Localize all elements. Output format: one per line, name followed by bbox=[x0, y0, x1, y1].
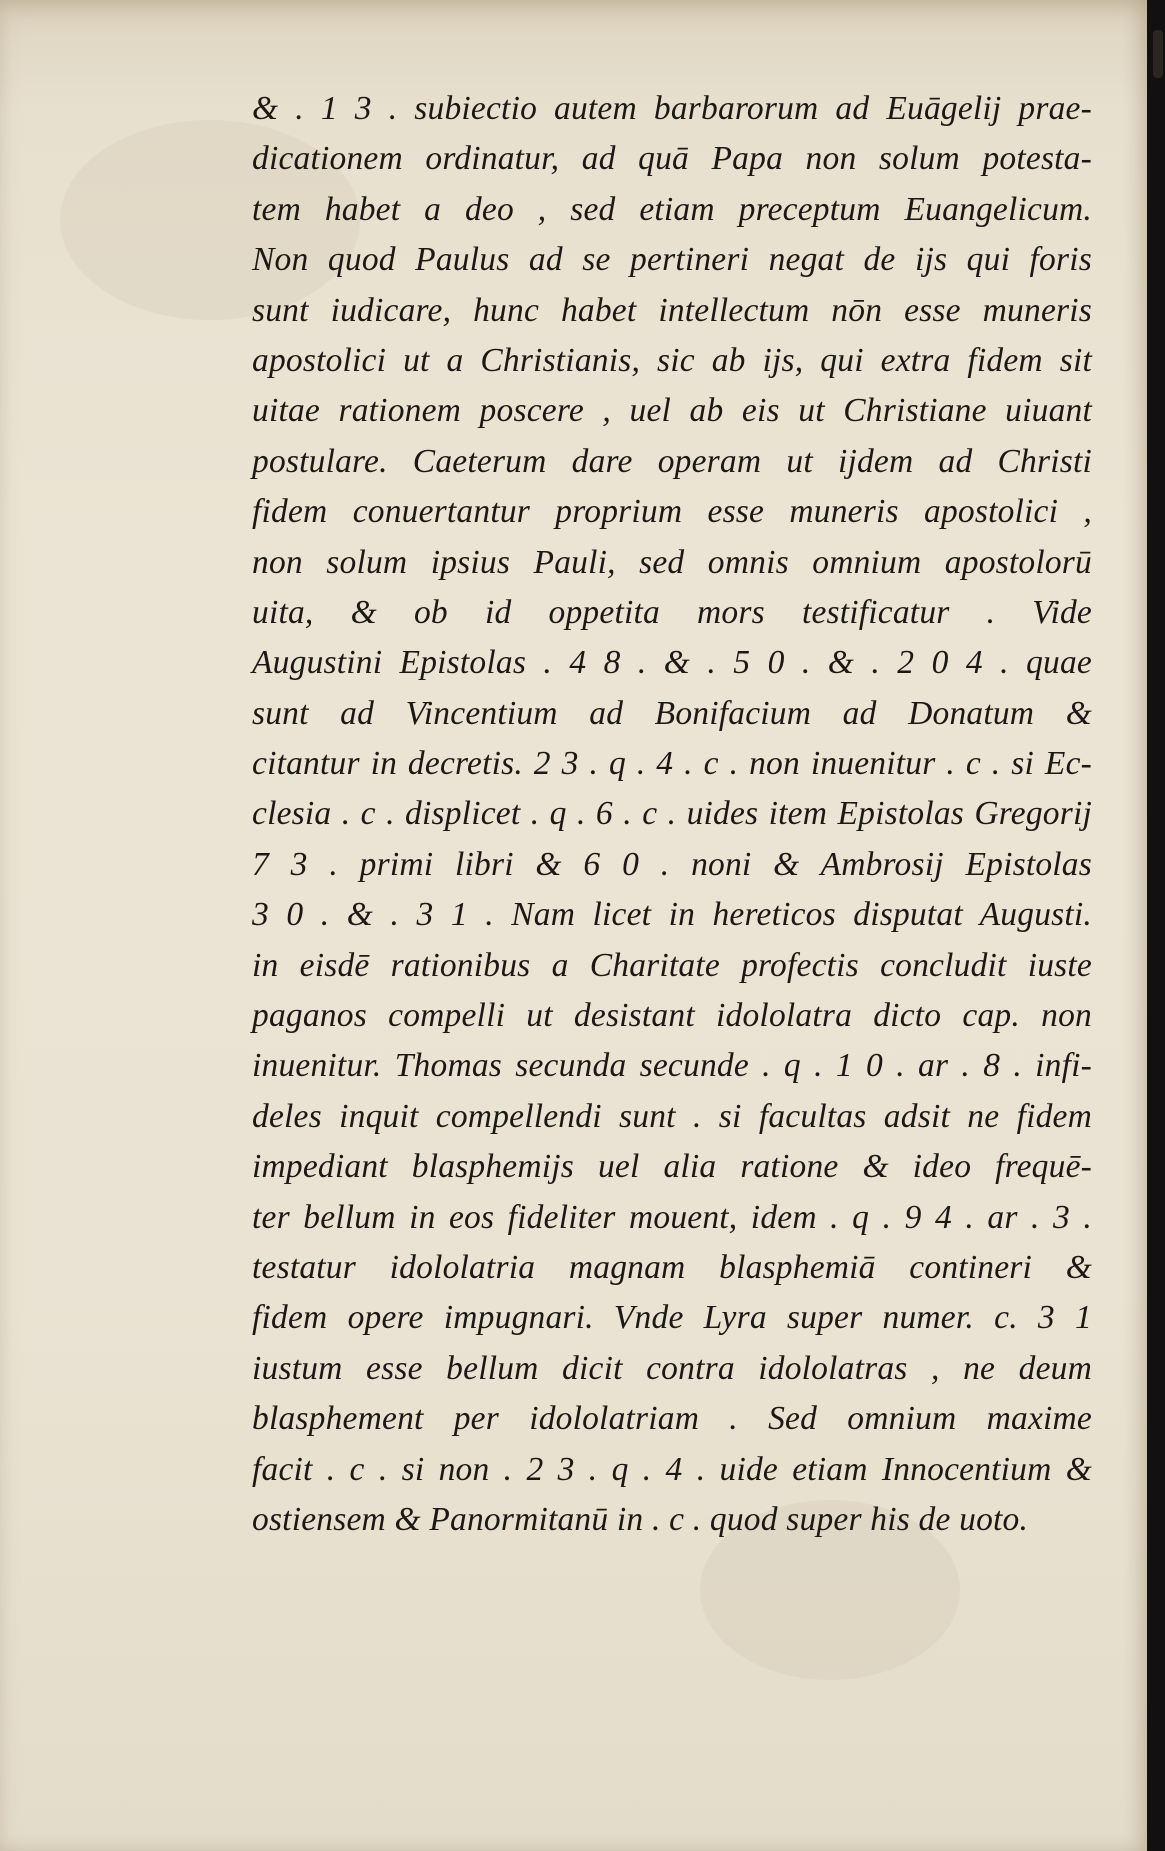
text-line: 3 0 . & . 3 1 . Nam licet in hereticos disputat Augusti. bbox=[252, 896, 1092, 934]
binding-mark bbox=[1153, 30, 1163, 78]
text-line: iustum esse bellum dicit contra idololatras , ne deum bbox=[252, 1349, 1092, 1387]
text-line: uitae rationem poscere , uel ab eis ut Christiane uiuant bbox=[252, 392, 1092, 430]
text-line: clesia . c . displicet . q . 6 . c . uides item Epistolas Gregorij bbox=[252, 795, 1092, 833]
text-line: non solum ipsius Pauli, sed omnis omnium apostolorū bbox=[252, 543, 1092, 581]
text-line: sunt iudicare, hunc habet intellectum nōn esse muneris bbox=[252, 291, 1092, 329]
text-line: sunt ad Vincentium ad Bonifacium ad Donatum & bbox=[252, 694, 1092, 732]
text-line: dicationem ordinatur, ad quā Papa non solum potesta- bbox=[252, 140, 1092, 178]
text-line: impediant blasphemijs uel alia ratione & ideo frequē- bbox=[252, 1148, 1092, 1186]
text-line: blasphement per idololatriam . Sed omnium maxime bbox=[252, 1400, 1092, 1438]
text-line: deles inquit compellendi sunt . si facultas adsit ne fidem bbox=[252, 1097, 1092, 1135]
text-line: apostolici ut a Christianis, sic ab ijs, qui extra fidem sit bbox=[252, 341, 1092, 379]
text-line: fidem opere impugnari. Vnde Lyra super numer. c. 3 1 bbox=[252, 1299, 1092, 1337]
text-line: paganos compelli ut desistant idololatra dicto cap. non bbox=[252, 997, 1092, 1035]
text-line: tem habet a deo , sed etiam preceptum Euangelicum. bbox=[252, 190, 1092, 228]
text-line: facit . c . si non . 2 3 . q . 4 . uide etiam Innocentium & bbox=[252, 1450, 1092, 1488]
text-line: Non quod Paulus ad se pertineri negat de ijs qui foris bbox=[252, 241, 1092, 279]
text-line: & . 1 3 . subiectio autem barbarorum ad Euāgelij prae- bbox=[252, 90, 1092, 127]
text-block bbox=[252, 84, 1092, 1545]
page-edge-shadow bbox=[1147, 0, 1165, 1851]
text-line: uita, & ob id oppetita mors testificatur . Vide bbox=[252, 593, 1092, 631]
text-line: ostiensem & Panormitanū in . c . quod super his de uoto. bbox=[252, 1500, 1029, 1538]
text-line: postulare. Caeterum dare operam ut ijdem ad Christi bbox=[252, 442, 1092, 480]
text-line: ter bellum in eos fideliter mouent, idem . q . 9 4 . ar . 3 . bbox=[252, 1198, 1092, 1236]
text-line: in eisdē rationibus a Charitate profectis concludit iuste bbox=[252, 946, 1092, 984]
text-line: citantur in decretis. 2 3 . q . 4 . c . non inuenitur . c . si Ec- bbox=[252, 745, 1092, 783]
text-line: testatur idololatria magnam blasphemiā contineri & bbox=[252, 1248, 1092, 1286]
text-line: 7 3 . primi libri & 6 0 . noni & Ambrosij Epistolas bbox=[252, 845, 1092, 883]
text-line: Augustini Epistolas . 4 8 . & . 5 0 . & . 2 0 4 . quae bbox=[252, 644, 1092, 682]
text-line: inuenitur. Thomas secunda secunde . q . 1 0 . ar . 8 . infi- bbox=[252, 1047, 1092, 1085]
text-line: fidem conuertantur proprium esse muneris apostolici , bbox=[252, 493, 1092, 531]
